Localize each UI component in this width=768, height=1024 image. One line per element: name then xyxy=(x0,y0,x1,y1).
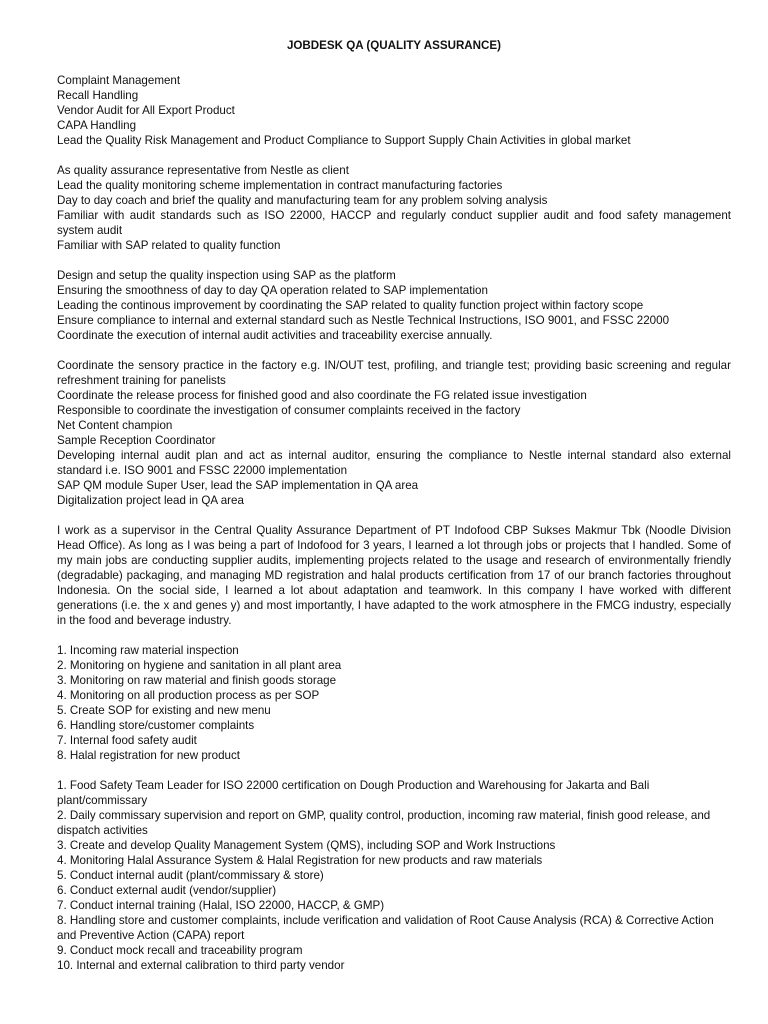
text-line: Lead the quality monitoring scheme implementation in contract manufacturing factories xyxy=(57,179,503,192)
text-line: Familiar with SAP related to quality function xyxy=(57,239,281,252)
text-line: Design and setup the quality inspection using SAP as the platform xyxy=(57,269,396,282)
list-item: 7. Internal food safety audit xyxy=(57,734,197,747)
list-item: 5. Create SOP for existing and new menu xyxy=(57,704,271,717)
list-item: 2. Daily commissary supervision and report on GMP, quality control, production, incoming raw material, finish good release, and dispatch activities xyxy=(57,809,711,837)
list-item: 4. Monitoring Halal Assurance System & Halal Registration for new products and raw materials xyxy=(57,854,543,867)
list-item: 1. Food Safety Team Leader for ISO 22000 certification on Dough Production and Warehousing for Jakarta and Bali plant/commissary xyxy=(57,779,650,807)
list-item: 1. Incoming raw material inspection xyxy=(57,644,239,657)
text-line: Leading the continous improvement by coordinating the SAP related to quality function project within factory scope xyxy=(57,299,644,312)
text-line: Coordinate the release process for finished good and also coordinate the FG related issue investigation xyxy=(57,389,587,402)
numbered-list-1 xyxy=(57,643,731,763)
text-line: Coordinate the execution of internal audit activities and traceability exercise annually. xyxy=(57,329,493,342)
text-line: Recall Handling xyxy=(57,89,139,102)
section-responsibilities-3 xyxy=(57,268,731,343)
document-page xyxy=(57,38,731,988)
text-line: Day to day coach and brief the quality and manufacturing team for any problem solving analysis xyxy=(57,194,548,207)
list-item: 3. Monitoring on raw material and finish goods storage xyxy=(57,674,337,687)
experience-paragraph: I work as a supervisor in the Central Quality Assurance Department of PT Indofood CBP Sukses Makmur Tbk (Noodle Division Head Office). As long as I was being a part of Indofood for 3 years, I learned a lot through jobs or projects that I handled. Some of my main jobs are conducting supplier audits, implementing projects related to the usage and research of environmentally friendly (degradable) packaging, and managing MD registration and halal products certification from 17 of our branch factories throughout Indonesia. On the social side, I learned a lot about adaptation and teamwork. In this company I have worked with different generations (i.e. the x and genes y) and most importantly, I have adapted to the work atmosphere in the FMCG industry, especially in the food and beverage industry. xyxy=(57,524,731,627)
text-line: Ensuring the smoothness of day to day QA operation related to SAP implementation xyxy=(57,284,488,297)
document-title: JOBDESK QA (QUALITY ASSURANCE) xyxy=(286,39,502,52)
list-item: 9. Conduct mock recall and traceability program xyxy=(57,944,303,957)
list-item: 3. Create and develop Quality Management System (QMS), including SOP and Work Instructions xyxy=(57,839,556,852)
text-line: As quality assurance representative from Nestle as client xyxy=(57,164,349,177)
text-line: Developing internal audit plan and act as internal auditor, ensuring the compliance to Nestle internal standard also external standard i.e. ISO 9001 and FSSC 22000 implementation xyxy=(57,449,731,477)
list-item: 6. Conduct external audit (vendor/supplier) xyxy=(57,884,277,897)
text-line: Familiar with audit standards such as ISO 22000, HACCP and regularly conduct supplier audit and food safety management system audit xyxy=(57,209,731,237)
text-line: Coordinate the sensory practice in the factory e.g. IN/OUT test, profiling, and triangle test; providing basic screening and regular refreshment training for panelists xyxy=(57,359,731,387)
list-item: 8. Halal registration for new product xyxy=(57,749,241,762)
numbered-list-2 xyxy=(57,778,731,973)
text-line: SAP QM module Super User, lead the SAP implementation in QA area xyxy=(57,479,419,492)
text-line: CAPA Handling xyxy=(57,119,137,132)
list-item: 5. Conduct internal audit (plant/commissary & store) xyxy=(57,869,324,882)
list-item: 10. Internal and external calibration to third party vendor xyxy=(57,959,345,972)
text-line: Digitalization project lead in QA area xyxy=(57,494,244,507)
text-line: Lead the Quality Risk Management and Product Compliance to Support Supply Chain Activities in global market xyxy=(57,134,631,147)
section-responsibilities-4 xyxy=(57,358,731,508)
text-line: Ensure compliance to internal and external standard such as Nestle Technical Instructions, ISO 9001, and FSSC 22000 xyxy=(57,314,670,327)
text-line: Net Content champion xyxy=(57,419,173,432)
text-line: Responsible to coordinate the investigation of consumer complaints received in the factory xyxy=(57,404,521,417)
list-item: 2. Monitoring on hygiene and sanitation in all plant area xyxy=(57,659,342,672)
list-item: 6. Handling store/customer complaints xyxy=(57,719,255,732)
section-responsibilities-1 xyxy=(57,73,731,148)
list-item: 8. Handling store and customer complaints, include verification and validation of Root Cause Analysis (RCA) & Corrective Action and Preventive Action (CAPA) report xyxy=(57,914,714,942)
text-line: Vendor Audit for All Export Product xyxy=(57,104,235,117)
list-item: 4. Monitoring on all production process as per SOP xyxy=(57,689,320,702)
text-line: Complaint Management xyxy=(57,74,181,87)
section-responsibilities-2 xyxy=(57,163,731,253)
text-line: Sample Reception Coordinator xyxy=(57,434,216,447)
list-item: 7. Conduct internal training (Halal, ISO 22000, HACCP, & GMP) xyxy=(57,899,385,912)
